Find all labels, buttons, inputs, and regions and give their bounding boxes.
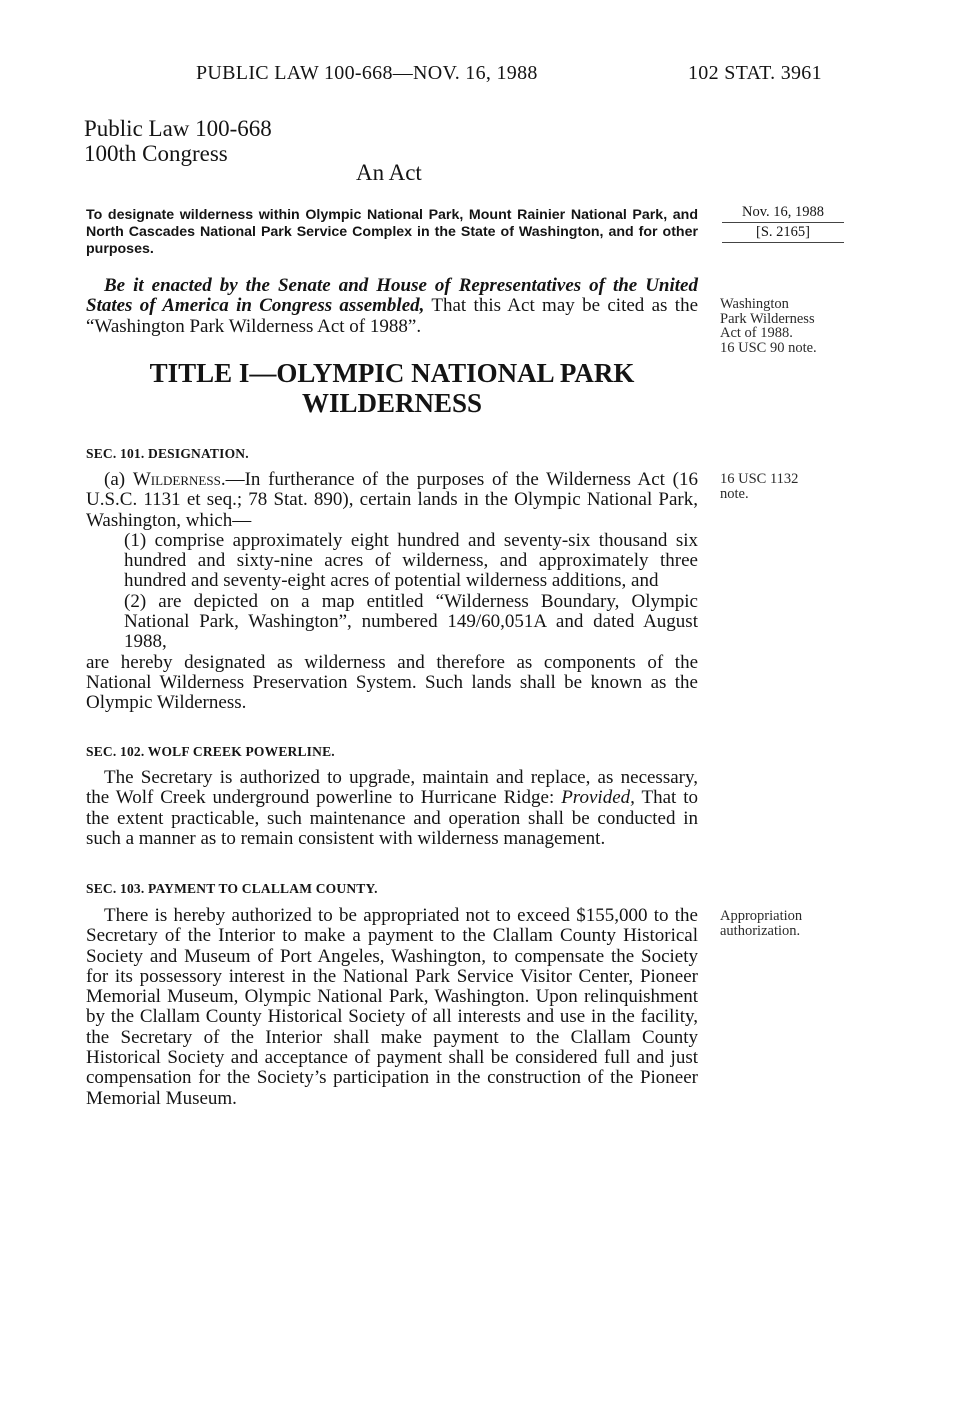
- sec-102-text-a: The Secretary is authorized to upgrade, maintain and replace, as necessary, the Wolf Creek underground powerline to Hurricane Ridge:: [86, 767, 698, 809]
- margin-note-line: Washington: [720, 296, 789, 312]
- enacting-formula: Be it enacted by the Senate and House of Representatives of the United States of America in Congress assembled,: [86, 275, 698, 317]
- enacting-clause: [86, 276, 698, 337]
- short-title-text: That this Act may be cited as the “Washington Park Wilderness Act of 1988”.: [86, 295, 698, 337]
- subsection-intro-text: .—In furtherance of the purposes of the Wilderness Act (16 U.S.C. 1131 et seq.; 78 Stat. 890), certain lands in the Olympic National Park, Washington, which—: [86, 469, 699, 531]
- margin-date-box: [722, 204, 844, 244]
- margin-bill-number: [S. 2165]: [756, 224, 810, 240]
- sec-103-text: There is hereby authorized to be appropriated not to exceed $155,000 to the Secretary of the Interior to make a payment to the Clallam County Historical Society and Museum of Port Angeles, Washington, to compensate the Society for its possessory interest in the National Park Service Visitor Center, Pioneer Memorial Museum, Olympic National Park, Washington. Upon relinquishment by the Clallam County Historical Society of all interests and use in the facility, the Secretary of the Interior shall make payment to the Clallam County Historical Society and acceptance of payment shall be considered full and just compensation for the Society’s participation in the construction of the Pioneer Memorial Museum.: [86, 905, 698, 1109]
- an-act-heading: An Act: [356, 160, 422, 185]
- margin-note-line: 16 USC 90 note.: [720, 339, 817, 356]
- margin-note-line: 16 USC 1132: [720, 471, 799, 487]
- stat-page-number: 102 STAT. 3961: [688, 62, 822, 84]
- sec-101-heading: SEC. 101. DESIGNATION.: [86, 446, 249, 461]
- margin-short-title-note: [720, 297, 817, 355]
- sec-101-intro: [86, 470, 698, 531]
- sec-103-heading: SEC. 103. PAYMENT TO CLALLAM COUNTY.: [86, 881, 378, 896]
- sec-103-body: [86, 906, 698, 1109]
- margin-note-line: Appropriation: [720, 908, 803, 924]
- margin-date-rule: [722, 222, 844, 223]
- margin-note-line: Park Wilderness: [720, 310, 815, 327]
- margin-date: Nov. 16, 1988: [741, 204, 825, 220]
- subsection-name: Wilderness: [132, 469, 221, 490]
- running-head: PUBLIC LAW 100-668—NOV. 16, 1988: [196, 62, 538, 84]
- public-law-number: Public Law 100-668: [84, 116, 272, 141]
- margin-usc-note: [720, 472, 798, 501]
- sec-102-heading: SEC. 102. WOLF CREEK POWERLINE.: [86, 744, 335, 759]
- sec-102-body: [86, 768, 698, 849]
- title-heading-line1: TITLE I—OLYMPIC NATIONAL PARK: [149, 358, 635, 388]
- sec-101-body: [86, 470, 698, 714]
- margin-note-line: authorization.: [720, 922, 801, 939]
- list-item-text: (2) are depicted on a map entitled “Wilderness Boundary, Olympic National Park, Washington”, numbered 149/60,051A and dated August 1988,: [124, 590, 698, 653]
- sec-102-text-b: That to the extent practicable, such maintenance and operation shall be conducted in such a manner as to remain consistent with wilderness management.: [86, 787, 698, 849]
- margin-note-line: Act of 1988.: [720, 325, 793, 341]
- margin-bill-rule: [722, 242, 844, 243]
- margin-note-line: note.: [720, 485, 749, 502]
- list-item-2: [124, 592, 698, 653]
- margin-appropriation-note: [720, 909, 802, 938]
- congress-label: 100th Congress: [84, 141, 228, 166]
- sec-101-closing: are hereby designated as wilderness and therefore as components of the National Wilderness Preservation System. Such lands shall be known as the Olympic Wilderness.: [86, 651, 698, 714]
- title-heading-line2: WILDERNESS: [301, 388, 483, 418]
- subsection-label: (a): [104, 469, 133, 490]
- list-item-1: [124, 531, 698, 592]
- list-item-text: (1) comprise approximately eight hundred and seventy-six thousand six hundred and sixty-nine acres of wilderness, and approximately three hundred and seventy-eight acres of potential wilderness additions, and: [124, 529, 698, 592]
- purpose-statement: To designate wilderness within Olympic National Park, Mount Rainier National Park, and North Cascades National Park Service Complex in the State of Washington, and for other purposes.: [86, 207, 698, 257]
- title-heading: [86, 358, 698, 418]
- provided-word: Provided,: [561, 787, 635, 809]
